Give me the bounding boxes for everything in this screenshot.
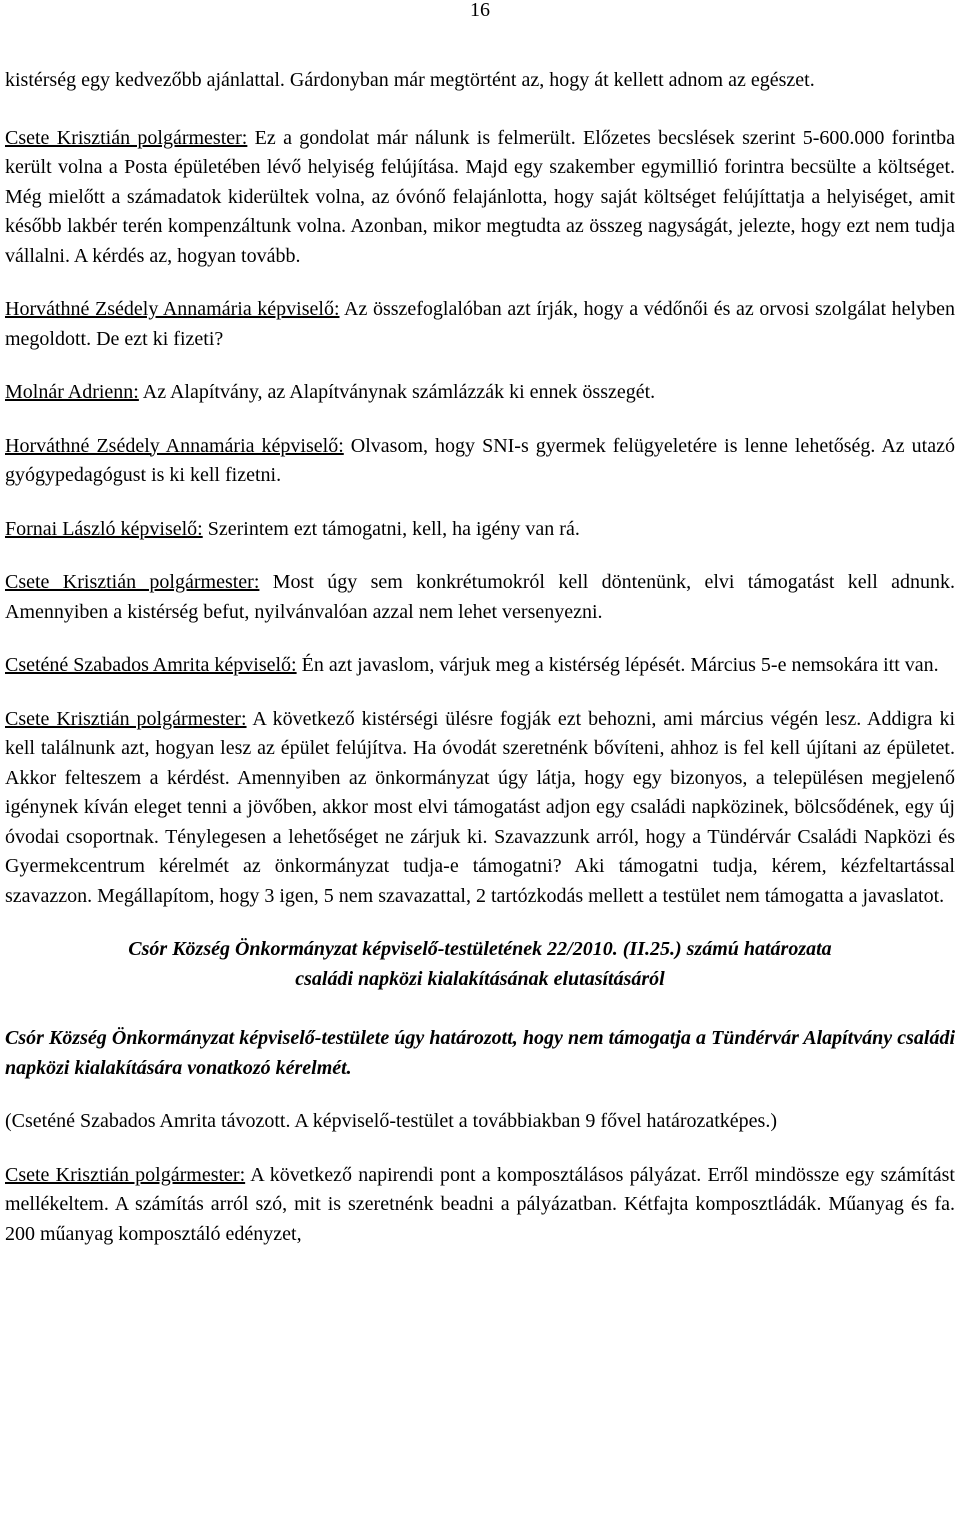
speaker-name: Csete Krisztián polgármester:: [5, 1163, 246, 1186]
speaker-name: Fornai László képviselő:: [5, 517, 203, 540]
paragraph-csete-3: [5, 705, 955, 912]
paragraph-text: Ez a gondolat már nálunk is felmerült. Előzetes becslések szerint 5-600.000 forintba került volna a Posta épületében lévő helyiség felújítása. Majd egy szakember egymillió forintra becsülte a költséget. Még mielőtt a számadatok kiderültek volna, az óvónő felajánlotta, hogy saját költséget felújíttatja a helyiséget, amit később lakbér terén kompenzáltunk volna. Azonban, mikor megtudta az összeg nagyságát, jelezte, hogy ezt nem tudja vállalni. A kérdés az, hogyan tovább.: [5, 126, 955, 267]
page-number: 16: [470, 0, 490, 21]
paragraph-text: Most úgy sem konkrétumokról kell döntenünk, elvi támogatást kell adnunk. Amennyiben a kistérség befut, nyilvánvalóan azzal nem lehet versenyezni.: [5, 571, 955, 623]
speaker-name: Horváthné Zsédely Annamária képviselő:: [5, 434, 344, 457]
paragraph-molnar: [5, 378, 955, 408]
paragraph-text: Az összefoglalóban azt írják, hogy a védőnői és az orvosi szolgálat helyben megoldott. De ezt ki fizeti?: [5, 298, 955, 350]
speaker-name: Csete Krisztián polgármester:: [5, 126, 248, 149]
paragraph-text: A következő napirendi pont a komposztálásos pályázat. Erről mindössze egy számítást mellékeltem. A számítás arról szó, mit is szeretnénk beadni a pályázatban. Kétfajta komposztládák. Műanyag és fa. 200 műanyag komposztáló edényzet,: [5, 1163, 955, 1245]
paragraph-csete-1: [5, 124, 955, 272]
paragraph-csetene: [5, 651, 955, 681]
resolution-subtitle-line: családi napközi kialakításának elutasításáról: [295, 967, 665, 990]
attendance-note: (Cseténé Szabados Amrita távozott. A képviselő-testület a továbbiakban 9 fővel határozatképes.): [5, 1110, 777, 1132]
paragraph-text: A következő kistérségi ülésre fogják ezt behozni, ami március végén lesz. Addigra ki kell találnunk azt, hogyan lesz az épület felújítva. Ha óvodát szeretnénk bővíteni, ahhoz is fel kell újítani az épületet. Akkor felteszem a kérdést. Amennyiben az önkormányzat úgy látja, hogy egy bizonyos, a településen megjelenő igénynek kíván eleget tenni a jövőben, akkor most elvi támogatást adjon egy családi napközinek, bölcsődének, egy új óvodai csoportnak. Ténylegesen a lehetőséget ne zárjuk ki. Szavazzunk arról, hogy a Tündérvár Családi Napközi és Gyermekcentrum kérelmét az önkormányzat tudja-e támogatni? Aki támogatni tudja, kérem, kézfeltartással szavazzon. Megállapítom, hogy 3 igen, 5 nem szavazattal, 2 tartózkodás mellett a testület nem támogatta a javaslatot.: [5, 707, 955, 907]
speaker-name: Horváthné Zsédely Annamária képviselő:: [5, 298, 340, 320]
paragraph-horvathne-2: [5, 432, 955, 491]
paragraph-csete-2: [5, 568, 955, 627]
speaker-name: Csete Krisztián polgármester:: [5, 571, 260, 593]
paragraph-text: Olvasom, hogy SNI-s gyermek felügyeletére is lenne lehetőség. Az utazó gyógypedagógust is ki kell fizetni.: [5, 434, 955, 486]
resolution-title: [5, 935, 955, 994]
speaker-name: Molnár Adrienn:: [5, 381, 139, 403]
paragraph-text: Szerintem ezt támogatni, kell, ha igény van rá.: [202, 517, 580, 540]
paragraph-fornai: [5, 515, 955, 545]
paragraph-text: Én azt javaslom, várjuk meg a kistérség lépését. Március 5-e nemsokára itt van.: [296, 654, 939, 676]
paragraph-continuation: [5, 66, 955, 96]
paragraph-text: Az Alapítvány, az Alapítványnak számlázzák ki ennek összegét.: [138, 381, 656, 403]
document-body: [5, 66, 955, 1273]
paragraph-text: kistérség egy kedvezőbb ajánlattal. Gárdonyban már megtörtént az, hogy át kellett adnom az egészet.: [5, 69, 815, 91]
resolution-title-line: Csór Község Önkormányzat képviselő-testületének 22/2010. (II.25.) számú határozata: [128, 938, 832, 960]
speaker-name: Cseténé Szabados Amrita képviselő:: [5, 654, 297, 676]
paragraph-csete-4: [5, 1161, 955, 1250]
paragraph-horvathne-1: [5, 295, 955, 354]
speaker-name: Csete Krisztián polgármester:: [5, 707, 247, 730]
resolution-body: Csór Község Önkormányzat képviselő-testülete úgy határozott, hogy nem támogatja a Tündérvár Alapítvány családi napközi kialakítására vonatkozó kérelmét.: [5, 1027, 955, 1079]
